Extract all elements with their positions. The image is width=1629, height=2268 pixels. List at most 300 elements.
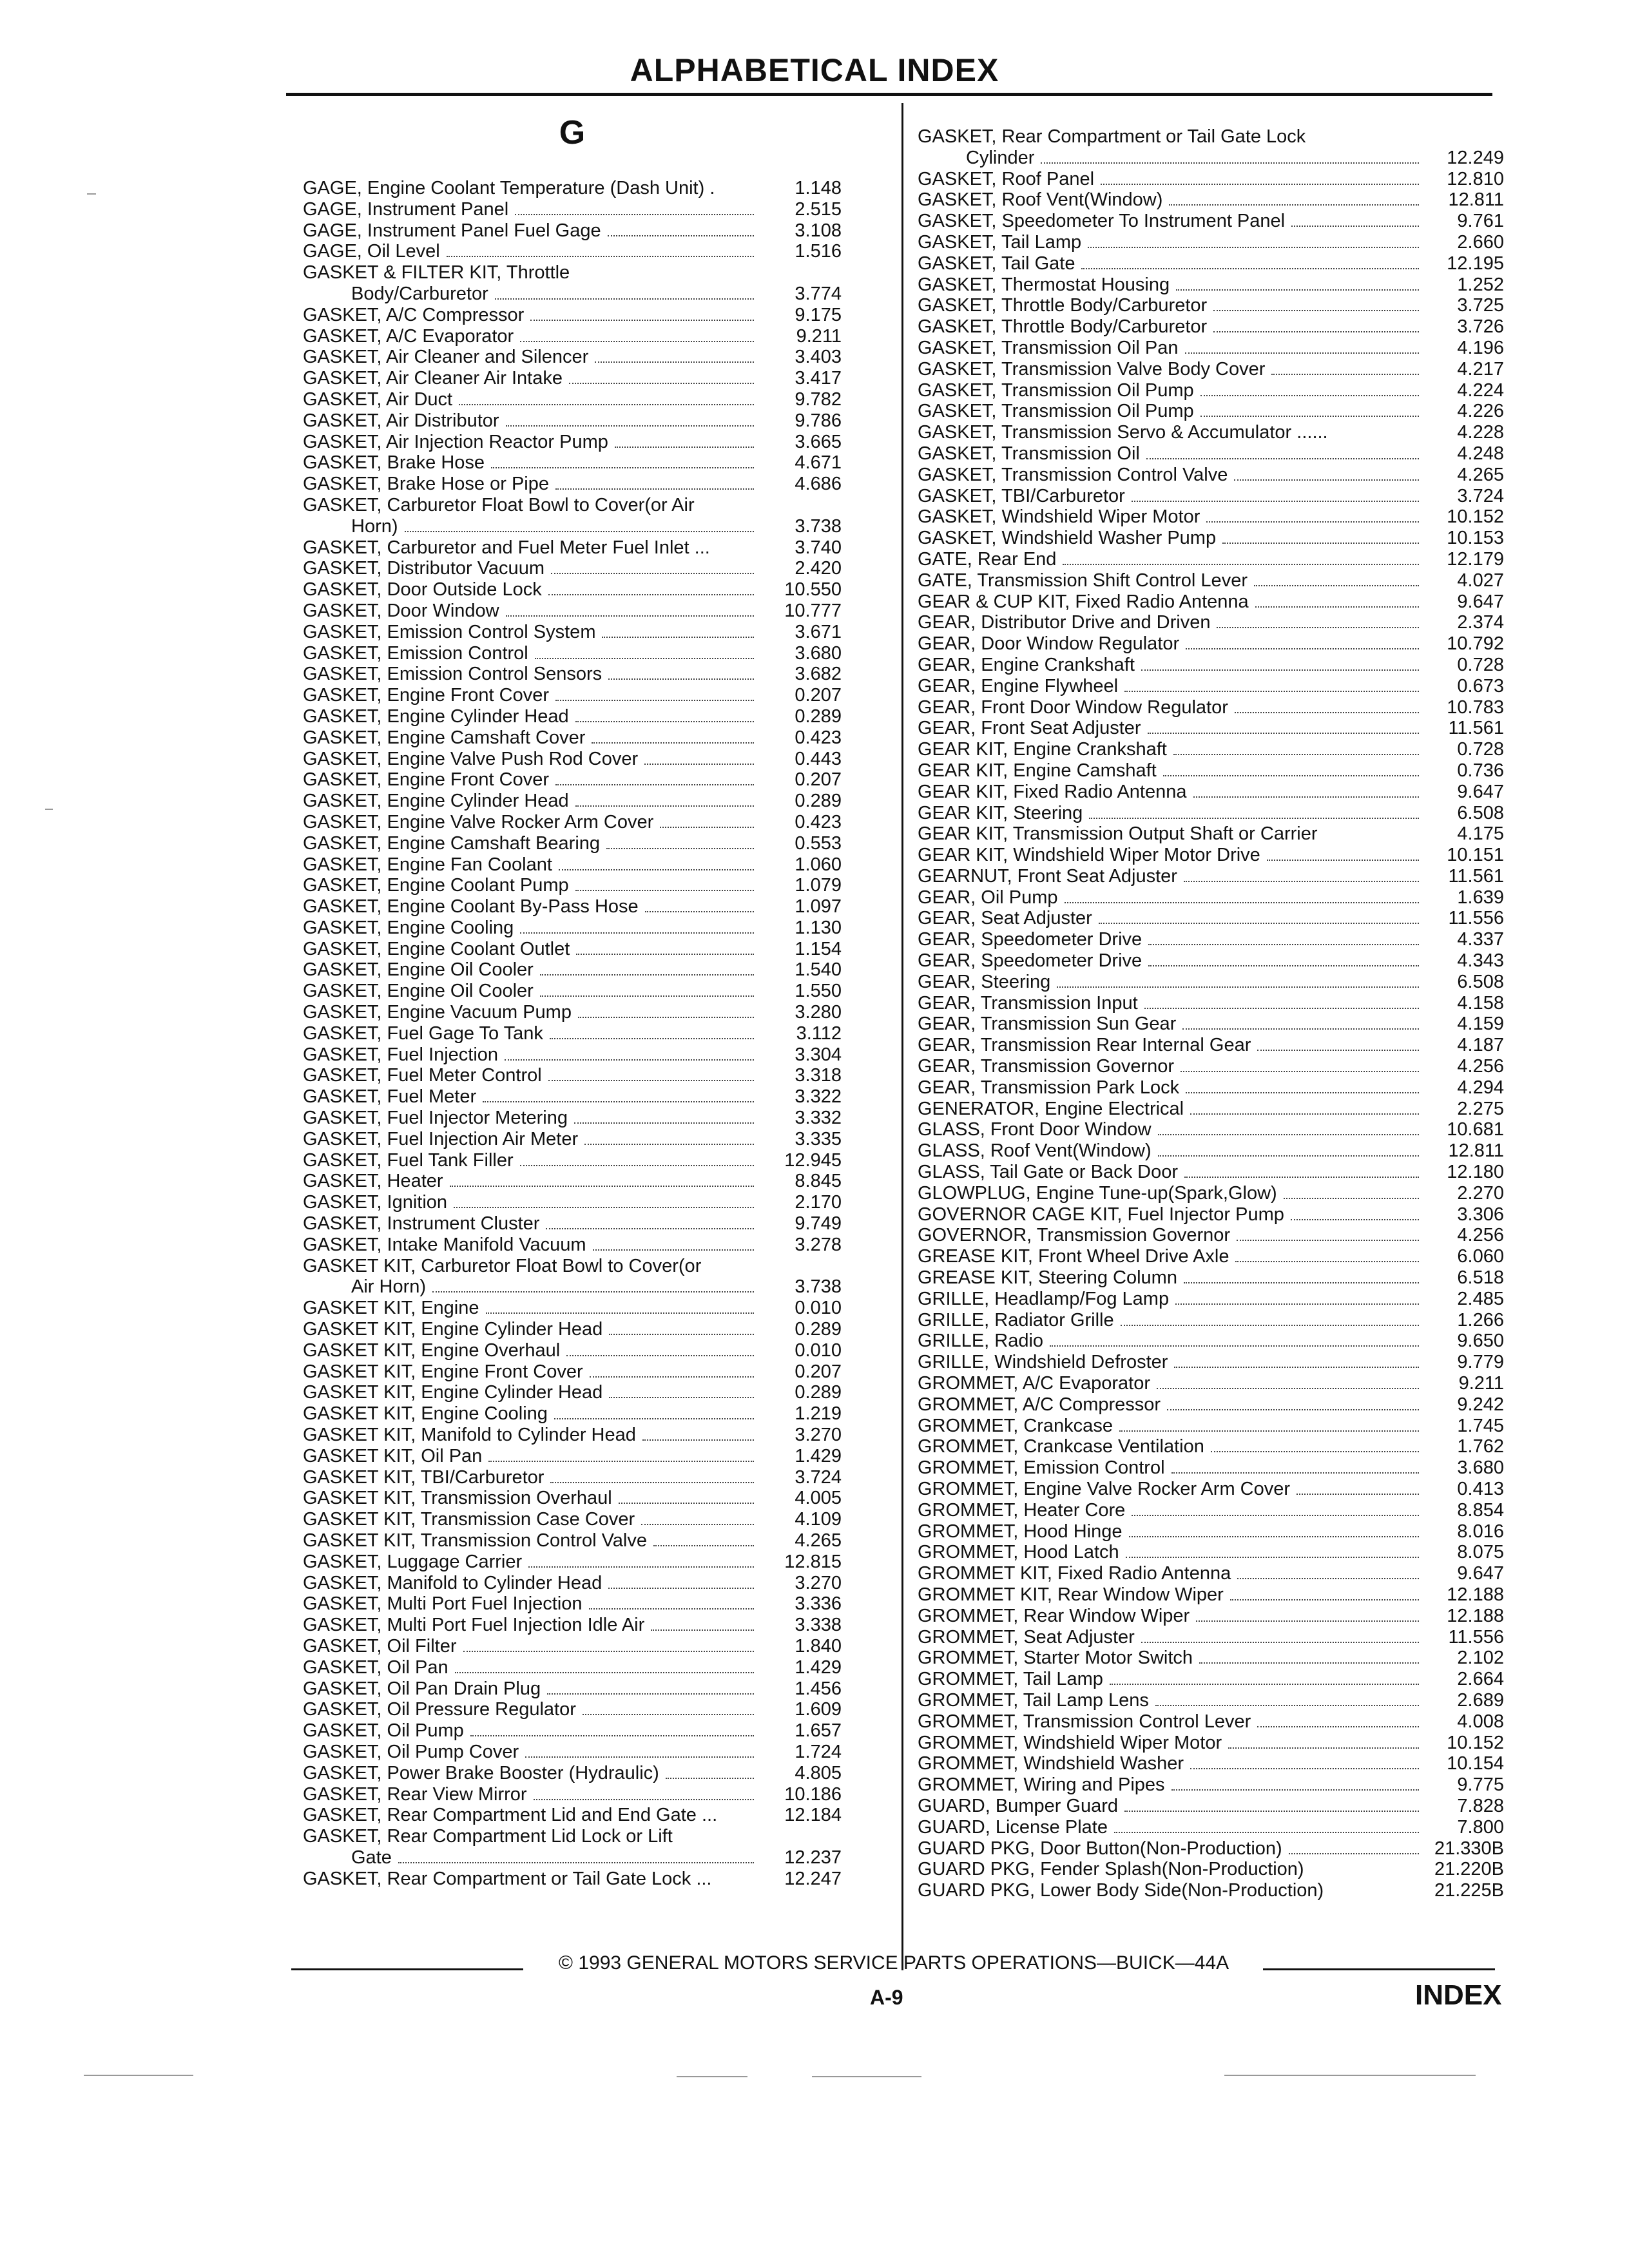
entry-page-ref: 0.423 bbox=[795, 811, 842, 832]
index-entry bbox=[303, 1002, 842, 1023]
index-entry-line bbox=[918, 528, 1504, 549]
entry-page-ref: 4.265 bbox=[795, 1530, 842, 1551]
dot-leader bbox=[483, 1101, 754, 1102]
index-entry bbox=[918, 1627, 1504, 1648]
entry-page-ref: 2.485 bbox=[1457, 1288, 1504, 1309]
column-divider bbox=[901, 103, 903, 1970]
index-entry-line bbox=[918, 1204, 1504, 1225]
dot-leader bbox=[566, 1355, 754, 1356]
dot-leader bbox=[666, 1778, 754, 1779]
entry-page-ref: 3.112 bbox=[796, 1023, 842, 1044]
dot-leader bbox=[505, 1059, 754, 1061]
index-entry bbox=[918, 1436, 1504, 1457]
entry-text: GASKET, Carburetor Float Bowl to Cover(or Air bbox=[303, 494, 695, 515]
index-entry bbox=[918, 189, 1504, 211]
index-entry-line bbox=[918, 1584, 1504, 1606]
index-entry-line bbox=[918, 866, 1504, 887]
entry-text: GASKET, Door Outside Lock bbox=[303, 579, 542, 601]
index-entry-line bbox=[303, 939, 842, 960]
index-entry-line bbox=[918, 486, 1504, 507]
dot-leader bbox=[1169, 204, 1419, 206]
index-entry-line bbox=[918, 338, 1504, 359]
entry-text: GEAR KIT, Fixed Radio Antenna bbox=[918, 781, 1187, 802]
dot-leader bbox=[583, 1714, 754, 1715]
entry-page-ref: 10.777 bbox=[784, 600, 842, 621]
entry-page-ref: 2.420 bbox=[795, 558, 842, 579]
entry-text: GEAR, Transmission Rear Internal Gear bbox=[918, 1035, 1251, 1056]
index-entry-line bbox=[918, 1563, 1504, 1584]
entry-page-ref: 10.186 bbox=[784, 1783, 842, 1805]
entry-page-ref: 8.845 bbox=[795, 1171, 842, 1192]
index-entry-line bbox=[303, 558, 842, 579]
entry-page-ref: 3.724 bbox=[795, 1466, 842, 1488]
index-entry-line bbox=[303, 432, 842, 453]
index-entry bbox=[303, 347, 842, 368]
index-entry-line bbox=[303, 1129, 842, 1150]
scan-speck bbox=[1224, 2075, 1476, 2076]
entry-page-ref: 10.154 bbox=[1447, 1753, 1504, 1774]
entry-page-ref: 1.266 bbox=[1457, 1309, 1504, 1331]
entry-text: GASKET, A/C Evaporator bbox=[303, 325, 514, 347]
page-number: A-9 bbox=[870, 1986, 903, 2009]
index-entry bbox=[918, 633, 1504, 655]
entry-page-ref: 12.945 bbox=[784, 1149, 842, 1171]
dot-leader bbox=[1217, 627, 1419, 628]
dot-leader bbox=[575, 805, 754, 807]
index-entry bbox=[303, 1615, 842, 1636]
dot-leader bbox=[1124, 691, 1419, 692]
index-entry bbox=[303, 769, 842, 791]
index-entry-line bbox=[918, 1099, 1504, 1120]
entry-page-ref: 0.289 bbox=[795, 1319, 842, 1340]
dot-leader bbox=[1155, 1705, 1419, 1706]
entry-page-ref: 3.738 bbox=[795, 1276, 842, 1298]
entry-page-ref: 10.792 bbox=[1447, 633, 1504, 655]
index-entry bbox=[918, 1035, 1504, 1056]
index-entry-line bbox=[303, 896, 842, 918]
dot-leader bbox=[608, 678, 754, 680]
index-entry bbox=[303, 1509, 842, 1530]
index-entry bbox=[918, 1352, 1504, 1373]
index-entry-line bbox=[303, 178, 842, 199]
entry-text: GASKET, Air Duct bbox=[303, 389, 453, 410]
dot-leader bbox=[575, 890, 754, 891]
index-entry bbox=[918, 338, 1504, 359]
entry-text: GASKET, Luggage Carrier bbox=[303, 1551, 523, 1572]
dot-leader bbox=[1296, 1494, 1419, 1495]
index-entry bbox=[303, 199, 842, 220]
index-entry bbox=[918, 211, 1504, 232]
entry-text: GROMMET, Tail Lamp bbox=[918, 1669, 1103, 1690]
index-entry-line bbox=[918, 1690, 1504, 1711]
entry-text: GRILLE, Radiator Grille bbox=[918, 1309, 1114, 1331]
dot-leader bbox=[606, 848, 754, 849]
dot-leader bbox=[578, 1017, 754, 1018]
entry-page-ref: 4.027 bbox=[1457, 570, 1504, 591]
entry-text: GASKET KIT, Manifold to Cylinder Head bbox=[303, 1425, 636, 1446]
dot-leader bbox=[1185, 352, 1419, 354]
index-entry-line bbox=[918, 823, 1504, 845]
index-entry-line bbox=[918, 211, 1504, 232]
entry-text: GASKET, Fuel Injection bbox=[303, 1044, 499, 1065]
entry-page-ref: 12.249 bbox=[1447, 147, 1504, 168]
index-entry bbox=[918, 908, 1504, 929]
entry-page-ref: 3.338 bbox=[795, 1615, 842, 1636]
index-entry-line bbox=[303, 1446, 842, 1467]
index-entry-line bbox=[303, 199, 842, 220]
dot-leader bbox=[450, 1186, 754, 1187]
entry-text: GASKET KIT, Engine Cylinder Head bbox=[303, 1319, 603, 1340]
dot-leader bbox=[1199, 1662, 1419, 1664]
entry-text: GASKET, Oil Pump bbox=[303, 1720, 464, 1742]
entry-text: GASKET, Power Brake Booster (Hydraulic) bbox=[303, 1762, 659, 1783]
index-entry-line bbox=[303, 1298, 842, 1319]
entry-page-ref: 2.660 bbox=[1457, 231, 1504, 253]
index-entry bbox=[303, 749, 842, 770]
index-entry-line bbox=[303, 1150, 842, 1171]
scan-speck bbox=[84, 2075, 193, 2076]
index-entry bbox=[303, 1235, 842, 1256]
dot-leader bbox=[1110, 1684, 1419, 1685]
entry-text: GEAR KIT, Engine Crankshaft bbox=[918, 739, 1167, 760]
entry-text: GASKET KIT, Transmission Control Valve bbox=[303, 1530, 648, 1551]
entry-text: GROMMET, A/C Evaporator bbox=[918, 1373, 1150, 1394]
index-entry-line bbox=[918, 1035, 1504, 1056]
dot-leader bbox=[1184, 1282, 1419, 1283]
dot-leader bbox=[1124, 1811, 1419, 1812]
dot-leader bbox=[1065, 902, 1419, 903]
entry-text: GROMMET, Transmission Control Lever bbox=[918, 1711, 1251, 1732]
index-entry bbox=[303, 706, 842, 727]
index-entry bbox=[303, 1319, 842, 1340]
index-entry bbox=[303, 1805, 842, 1826]
entry-page-ref: 3.738 bbox=[795, 515, 842, 537]
dot-leader bbox=[551, 573, 754, 574]
entry-page-ref: 2.689 bbox=[1457, 1689, 1504, 1711]
entry-page-ref: 4.248 bbox=[1457, 443, 1504, 464]
index-entry-line bbox=[918, 1077, 1504, 1099]
entry-text: GASKET, Brake Hose or Pipe bbox=[303, 474, 549, 495]
entry-page-ref: 8.854 bbox=[1457, 1499, 1504, 1521]
index-entry-line bbox=[918, 1289, 1504, 1310]
footer-rule-left bbox=[291, 1968, 523, 1970]
index-entry bbox=[918, 1373, 1504, 1394]
index-entry-line bbox=[303, 769, 842, 791]
entry-text: GASKET KIT, Oil Pan bbox=[303, 1445, 483, 1466]
dot-leader bbox=[540, 974, 754, 975]
index-entry bbox=[303, 262, 842, 305]
entry-page-ref: 3.322 bbox=[795, 1086, 842, 1108]
entry-text: GASKET, Windshield Wiper Motor bbox=[918, 506, 1200, 528]
entry-page-ref: 9.242 bbox=[1457, 1394, 1504, 1415]
dot-leader bbox=[1174, 1367, 1419, 1368]
entry-page-ref: 1.762 bbox=[1457, 1436, 1504, 1457]
dot-leader bbox=[554, 1418, 754, 1419]
dot-leader bbox=[488, 1461, 754, 1462]
entry-page-ref: 3.726 bbox=[1457, 316, 1504, 338]
entry-page-ref: 4.226 bbox=[1457, 401, 1504, 422]
index-entry-line bbox=[918, 1310, 1504, 1331]
index-entry bbox=[303, 452, 842, 474]
entry-page-ref: 1.540 bbox=[795, 959, 842, 981]
index-entry bbox=[303, 1699, 842, 1720]
entry-page-ref: 1.550 bbox=[795, 981, 842, 1002]
index-entry-line bbox=[303, 791, 842, 812]
entry-page-ref: 3.270 bbox=[795, 1572, 842, 1593]
index-entry bbox=[918, 1563, 1504, 1584]
dot-leader bbox=[615, 447, 754, 448]
dot-leader bbox=[1235, 712, 1419, 713]
index-entry bbox=[303, 1720, 842, 1742]
entry-page-ref: 0.010 bbox=[795, 1298, 842, 1319]
index-entry-line bbox=[918, 929, 1504, 950]
dot-leader bbox=[506, 425, 754, 427]
index-entry bbox=[303, 1361, 842, 1383]
index-entry bbox=[303, 727, 842, 749]
entry-page-ref: 0.207 bbox=[795, 769, 842, 791]
index-entry bbox=[303, 432, 842, 453]
entry-page-ref: 21.225B bbox=[1434, 1880, 1504, 1901]
dot-leader bbox=[608, 235, 754, 236]
index-entry-line bbox=[918, 1521, 1504, 1542]
index-entry bbox=[918, 1014, 1504, 1035]
entry-page-ref: 1.609 bbox=[795, 1699, 842, 1720]
index-entry bbox=[918, 1267, 1504, 1289]
dot-leader bbox=[575, 721, 754, 722]
index-entry-line bbox=[918, 295, 1504, 316]
entry-page-ref: 0.728 bbox=[1457, 654, 1504, 675]
dot-leader bbox=[660, 827, 754, 828]
dot-leader bbox=[1267, 860, 1419, 861]
dot-leader bbox=[1186, 648, 1419, 649]
entry-page-ref: 0.443 bbox=[795, 748, 842, 769]
entry-text: GEAR KIT, Steering bbox=[918, 802, 1083, 823]
entry-text: GASKET, Ignition bbox=[303, 1192, 448, 1213]
index-entry bbox=[303, 1552, 842, 1573]
entry-page-ref: 2.102 bbox=[1457, 1648, 1504, 1669]
dot-leader bbox=[548, 594, 754, 595]
entry-page-ref: 9.175 bbox=[795, 304, 842, 325]
dot-leader bbox=[546, 1228, 754, 1229]
dot-leader bbox=[1235, 1261, 1419, 1262]
index-entry bbox=[303, 854, 842, 876]
entry-page-ref: 10.550 bbox=[784, 579, 842, 601]
entry-text: GASKET, Oil Filter bbox=[303, 1635, 457, 1657]
index-entry-line bbox=[918, 1225, 1504, 1246]
entry-text: GASKET, Thermostat Housing bbox=[918, 274, 1170, 295]
entry-page-ref: 4.686 bbox=[795, 474, 842, 495]
entry-text: GEAR, Transmission Governor bbox=[918, 1056, 1175, 1077]
index-entry-line bbox=[303, 1235, 842, 1256]
entry-text: GOVERNOR, Transmission Governor bbox=[918, 1225, 1231, 1246]
dot-leader bbox=[608, 1588, 754, 1589]
dot-leader bbox=[1158, 1155, 1419, 1157]
index-entry bbox=[918, 1416, 1504, 1437]
dot-leader bbox=[1132, 501, 1419, 502]
index-entry bbox=[918, 697, 1504, 718]
dot-leader bbox=[463, 1651, 755, 1652]
entry-page-ref: 9.786 bbox=[795, 410, 842, 431]
index-entry-line bbox=[918, 232, 1504, 253]
entry-text: GASKET KIT, Transmission Overhaul bbox=[303, 1488, 612, 1509]
index-entry-line bbox=[303, 1361, 842, 1383]
index-entry bbox=[303, 959, 842, 981]
entry-text: GASKET, Distributor Vacuum bbox=[303, 558, 545, 579]
index-entry bbox=[303, 1593, 842, 1615]
entry-text: GASKET, Speedometer To Instrument Panel bbox=[918, 211, 1286, 232]
entry-text: GASKET, Transmission Control Valve bbox=[918, 464, 1228, 485]
entry-page-ref: 3.682 bbox=[795, 664, 842, 685]
entry-page-ref: 12.237 bbox=[784, 1847, 842, 1868]
entry-text: GEARNUT, Front Seat Adjuster bbox=[918, 865, 1177, 887]
entry-page-ref: 0.673 bbox=[1457, 675, 1504, 697]
index-entry-line bbox=[303, 1213, 842, 1235]
index-entry bbox=[303, 579, 842, 601]
entry-page-ref: 9.782 bbox=[795, 389, 842, 410]
entry-page-ref: 2.374 bbox=[1457, 612, 1504, 633]
dot-leader bbox=[1193, 796, 1420, 798]
entry-text: GASKET KIT, Engine bbox=[303, 1298, 479, 1319]
entry-text: GASKET, Engine Camshaft Cover bbox=[303, 727, 586, 748]
index-entry bbox=[303, 558, 842, 579]
index-entry bbox=[918, 1648, 1504, 1669]
index-entry-line bbox=[918, 676, 1504, 697]
dot-leader bbox=[432, 1291, 754, 1293]
index-entry bbox=[918, 1225, 1504, 1246]
dot-leader bbox=[644, 764, 754, 765]
index-entry-line bbox=[918, 739, 1504, 760]
index-entry-line bbox=[303, 664, 842, 685]
dot-leader bbox=[1144, 1008, 1419, 1009]
index-entry bbox=[303, 1446, 842, 1467]
index-entry bbox=[918, 570, 1504, 591]
entry-text: GASKET, Engine Cylinder Head bbox=[303, 791, 569, 812]
index-entry-line bbox=[303, 347, 842, 368]
index-entry bbox=[918, 1796, 1504, 1817]
index-entry-line bbox=[918, 1648, 1504, 1669]
entry-page-ref: 3.278 bbox=[795, 1234, 842, 1255]
index-entry-line bbox=[918, 570, 1504, 591]
entry-page-ref: 12.815 bbox=[784, 1551, 842, 1572]
index-entry-line bbox=[303, 1171, 842, 1192]
index-entry-line bbox=[918, 465, 1504, 486]
entry-text: GASKET, Engine Coolant By-Pass Hose bbox=[303, 896, 639, 918]
index-entry bbox=[918, 718, 1504, 739]
dot-leader bbox=[1171, 1472, 1419, 1474]
index-entry-line bbox=[303, 241, 842, 262]
index-entry-line bbox=[918, 1627, 1504, 1648]
dot-leader bbox=[590, 1376, 754, 1378]
entry-text: GASKET, Engine Camshaft Bearing bbox=[303, 832, 601, 854]
dot-leader bbox=[1163, 775, 1419, 776]
entry-text: GASKET, Tail Lamp bbox=[918, 231, 1082, 253]
dot-leader bbox=[1186, 1092, 1419, 1093]
entry-text: GASKET, Rear Compartment or Tail Gate Lock bbox=[918, 126, 1306, 147]
entry-text: GASKET, Engine Cooling bbox=[303, 917, 514, 938]
dot-leader bbox=[1213, 331, 1419, 332]
entry-page-ref: 9.761 bbox=[1457, 211, 1504, 232]
index-entry-line bbox=[303, 1340, 842, 1361]
index-entry bbox=[918, 1479, 1504, 1500]
index-entry bbox=[303, 1869, 842, 1890]
entry-text: GEAR, Distributor Drive and Driven bbox=[918, 612, 1211, 633]
index-entry bbox=[918, 1606, 1504, 1627]
dot-leader bbox=[584, 1144, 754, 1145]
dot-leader bbox=[559, 869, 754, 870]
index-entry-line bbox=[303, 284, 842, 305]
entry-text: GASKET, Rear Compartment Lid Lock or Lift bbox=[303, 1826, 673, 1847]
index-entry bbox=[303, 305, 842, 326]
entry-text: GAGE, Engine Coolant Temperature (Dash Unit) . bbox=[303, 178, 715, 198]
entry-page-ref: 0.207 bbox=[795, 685, 842, 706]
index-entry-line bbox=[303, 1826, 842, 1847]
entry-page-ref: 10.152 bbox=[1447, 1732, 1504, 1753]
dot-leader bbox=[1184, 1177, 1419, 1178]
index-entry-line bbox=[303, 1678, 842, 1700]
entry-text: GREASE KIT, Steering Column bbox=[918, 1267, 1177, 1289]
dot-leader bbox=[1121, 1325, 1419, 1326]
dot-leader bbox=[1176, 289, 1419, 291]
entry-page-ref: 0.728 bbox=[1457, 739, 1504, 760]
entry-page-ref: 2.275 bbox=[1457, 1098, 1504, 1119]
index-entry-line bbox=[918, 950, 1504, 972]
entry-page-ref: 2.170 bbox=[795, 1192, 842, 1213]
entry-text: GASKET, Multi Port Fuel Injection bbox=[303, 1593, 583, 1615]
index-entry-line bbox=[918, 1140, 1504, 1162]
index-entry-line bbox=[303, 326, 842, 347]
entry-page-ref: 10.681 bbox=[1447, 1119, 1504, 1140]
dot-leader bbox=[1173, 754, 1419, 755]
index-entry bbox=[303, 1657, 842, 1678]
dot-leader bbox=[555, 700, 754, 701]
index-entry bbox=[918, 803, 1504, 824]
dot-leader bbox=[525, 1756, 754, 1758]
entry-page-ref: 4.228 bbox=[1457, 422, 1504, 443]
index-entry-line bbox=[918, 1119, 1504, 1140]
index-entry bbox=[303, 1425, 842, 1446]
entry-page-ref: 0.289 bbox=[795, 706, 842, 727]
index-entry bbox=[918, 316, 1504, 338]
dot-leader bbox=[1230, 1599, 1419, 1600]
dot-leader bbox=[1146, 458, 1419, 459]
index-entry-line bbox=[303, 749, 842, 770]
entry-text: GASKET, Emission Control bbox=[303, 642, 528, 664]
entry-text: GASKET, Oil Pressure Regulator bbox=[303, 1699, 576, 1720]
index-entry-line bbox=[303, 262, 842, 284]
index-entry bbox=[918, 1140, 1504, 1162]
entry-text: GASKET KIT, Transmission Case Cover bbox=[303, 1509, 635, 1530]
index-entry bbox=[303, 1636, 842, 1657]
index-entry-line bbox=[918, 148, 1504, 169]
entry-page-ref: 3.335 bbox=[795, 1128, 842, 1149]
entry-page-ref: 1.456 bbox=[795, 1678, 842, 1699]
entry-page-ref: 3.680 bbox=[795, 642, 842, 664]
entry-text: GASKET, Emission Control Sensors bbox=[303, 664, 602, 685]
entry-page-ref: 0.423 bbox=[795, 727, 842, 748]
entry-text: GUARD PKG, Lower Body Side(Non-Production) bbox=[918, 1880, 1324, 1901]
page-title: ALPHABETICAL INDEX bbox=[630, 52, 999, 88]
index-entry-line bbox=[918, 591, 1504, 613]
index-entry bbox=[303, 622, 842, 643]
index-entry-line bbox=[303, 1192, 842, 1213]
index-entry bbox=[303, 1742, 842, 1763]
entry-page-ref: 1.097 bbox=[795, 896, 842, 918]
entry-page-ref: 9.647 bbox=[1457, 781, 1504, 802]
index-entry-line bbox=[303, 1403, 842, 1425]
entry-page-ref: 1.745 bbox=[1457, 1415, 1504, 1436]
entry-page-ref: 8.075 bbox=[1457, 1542, 1504, 1563]
index-entry-line bbox=[918, 169, 1504, 190]
